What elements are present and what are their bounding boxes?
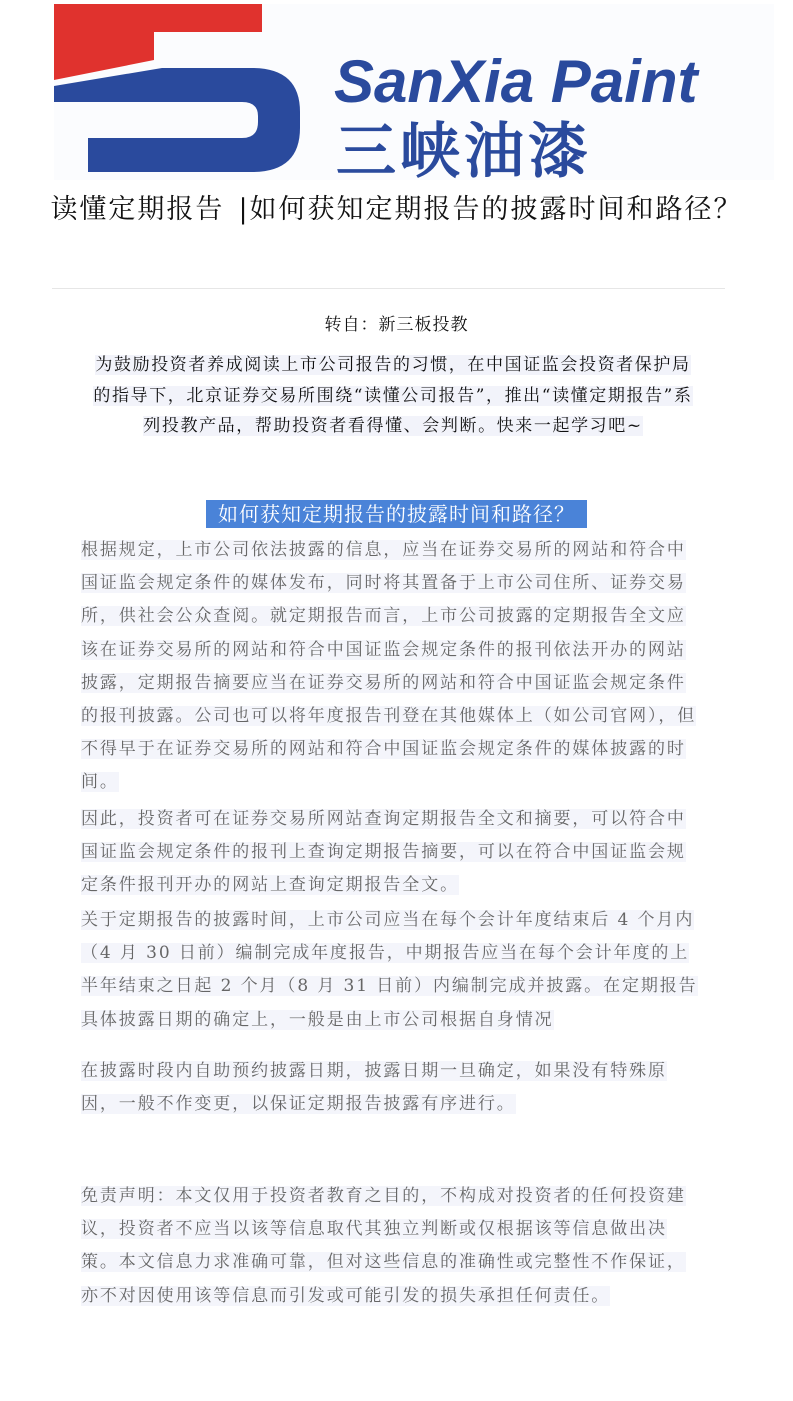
brand-banner [54, 4, 774, 180]
intro-paragraph [88, 350, 698, 442]
logo-text-cn: 三峡油漆 [336, 117, 592, 180]
body-paragraph-3 [81, 904, 701, 1037]
logo-blue-shape [54, 68, 300, 172]
logo-text-en: SanXia Paint [334, 48, 698, 115]
intro-text: 为鼓励投资者养成阅读上市公司报告的习惯，在中国证监会投资者保护局的指导下，北京证券交易所围绕“读懂公司报告”，推出“读懂定期报告”系列投教产品，帮助投资者看得懂、会判断。快来一起学习吧~ [93, 355, 693, 436]
body-paragraph-2 [81, 803, 701, 903]
article-title [40, 192, 753, 228]
body-paragraph-2-text: 因此，投资者可在证券交易所网站查询定期报告全文和摘要，可以符合中国证监会规定条件的报刊上查询定期报告摘要，可以在符合中国证监会规定条件报刊开办的网站上查询定期报告全文。 [81, 809, 686, 896]
body-paragraph-4-text: 在披露时段内自助预约披露日期，披露日期一旦确定，如果没有特殊原因，一般不作变更，以保证定期报告披露有序进行。 [81, 1061, 667, 1115]
sanxia-logo [54, 4, 774, 180]
disclaimer [81, 1180, 701, 1313]
title-part1: 读懂定期报告 [50, 194, 225, 225]
title-divider [52, 288, 725, 289]
body-paragraph-3-text: 关于定期报告的披露时间，上市公司应当在每个会计年度结束后 4 个月内（4 月 30 日前）编制完成年度报告，中期报告应当在每个会计年度的上半年结束之日起 2 个月（8 月 31 日前）内编制完成并披露。在定期报告具体披露日期的确定上，一般是由上市公司根据自身情况 [81, 910, 698, 1030]
body-paragraph-1-text: 根据规定，上市公司依法披露的信息，应当在证券交易所的网站和符合中国证监会规定条件的媒体发布，同时将其置备于上市公司住所、证券交易所，供社会公众查阅。就定期报告而言，上市公司披露的定期报告全文应该在证券交易所的网站和符合中国证监会规定条件的报刊依法开办的网站披露，定期报告摘要应当在证券交易所的网站和符合中国证监会规定条件的报刊披露。公司也可以将年度报告刊登在其他媒体上（如公司官网），但不得早于在证券交易所的网站和符合中国证监会规定条件的媒体披露的时间。 [81, 540, 697, 793]
article-source: 转自：新三板投教 [324, 315, 469, 335]
disclaimer-text: 免责声明：本文仅用于投资者教育之目的，不构成对投资者的任何投资建议，投资者不应当以该等信息取代其独立判断或仅根据该等信息做出决策。本文信息力求准确可靠，但对这些信息的准确性或完整性不作保证，亦不对因使用该等信息而引发或可能引发的损失承担任何责任。 [81, 1186, 686, 1306]
body-paragraph-1 [81, 534, 701, 800]
title-part2: |如何获知定期报告的披露时间和路径？ [238, 194, 743, 225]
body-paragraph-4 [81, 1055, 701, 1121]
section-heading [0, 500, 793, 528]
section-heading-text: 如何获知定期报告的披露时间和路径？ [206, 500, 587, 528]
